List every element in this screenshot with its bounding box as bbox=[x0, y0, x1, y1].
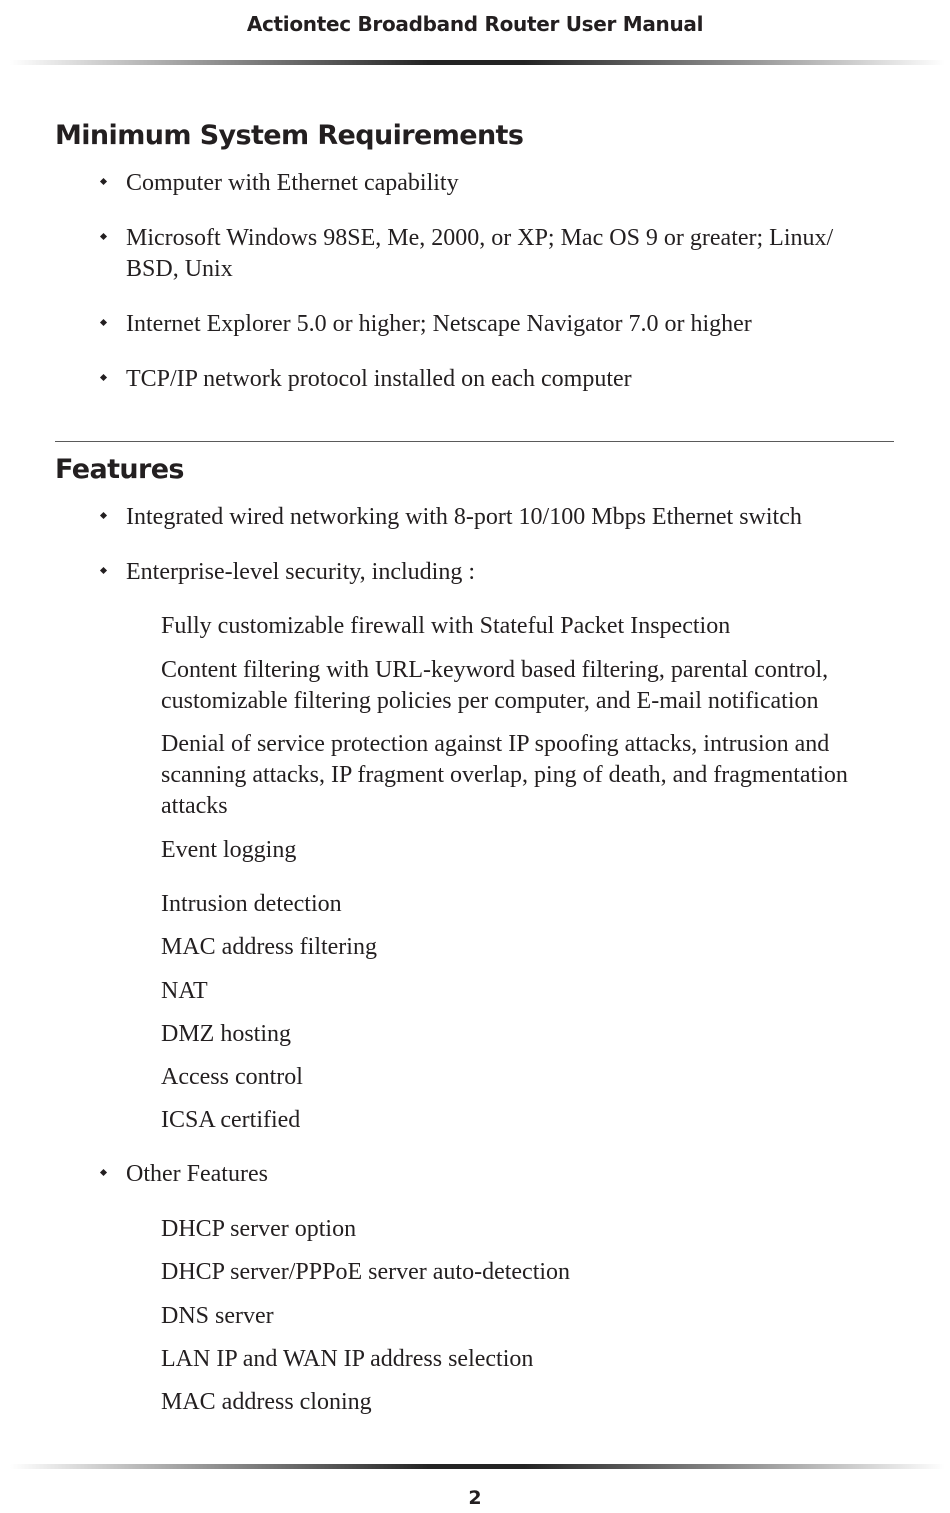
feature-item bbox=[126, 502, 886, 533]
section-divider bbox=[55, 441, 894, 442]
other-feature-subitem: MAC address cloning bbox=[161, 1389, 372, 1415]
security-subitem: ICSA certified bbox=[161, 1107, 301, 1133]
security-subitem: Intrusion detection bbox=[161, 891, 342, 917]
footer-rule bbox=[10, 1464, 945, 1469]
bullet-diamond-icon bbox=[100, 374, 107, 381]
security-subitem: DMZ hosting bbox=[161, 1021, 292, 1047]
security-subitem: Access control bbox=[161, 1064, 303, 1090]
requirement-item bbox=[126, 309, 886, 340]
security-subitem: MAC address filtering bbox=[161, 934, 377, 960]
requirement-item-text: Microsoft Windows 98SE, Me, 2000, or XP; Mac OS 9 or greater; Linux/ BSD, Unix bbox=[126, 225, 834, 282]
other-feature-subitem: DHCP server option bbox=[161, 1216, 357, 1242]
feature-item-text: Other Features bbox=[126, 1161, 268, 1187]
feature-item bbox=[126, 557, 886, 588]
other-feature-subitem: LAN IP and WAN IP address selection bbox=[161, 1346, 534, 1372]
requirements-heading: Minimum System Requirements bbox=[55, 120, 524, 151]
header-rule bbox=[10, 60, 945, 65]
bullet-diamond-icon bbox=[100, 567, 107, 574]
requirement-item bbox=[126, 168, 886, 199]
security-subitem: NAT bbox=[161, 978, 208, 1004]
security-subitem: Fully customizable firewall with Stateful Packet Inspection bbox=[161, 613, 731, 639]
page-number: 2 bbox=[468, 1487, 482, 1509]
bullet-diamond-icon bbox=[100, 233, 107, 240]
other-feature-subitem: DHCP server/PPPoE server auto-detection bbox=[161, 1259, 571, 1285]
bullet-diamond-icon bbox=[100, 1169, 107, 1176]
requirement-item-text: Internet Explorer 5.0 or higher; Netscape Navigator 7.0 or higher bbox=[126, 311, 752, 337]
running-header: Actiontec Broadband Router User Manual bbox=[246, 12, 704, 36]
requirement-item bbox=[126, 364, 886, 395]
bullet-diamond-icon bbox=[100, 178, 107, 185]
security-subitem: Content filtering with URL-keyword based filtering, parental control, customizable filtering policies per computer, and E-mail notification bbox=[161, 657, 829, 714]
feature-item-text: Enterprise-level security, including : bbox=[126, 559, 475, 585]
requirement-item-text: TCP/IP network protocol installed on each computer bbox=[126, 366, 632, 392]
features-heading: Features bbox=[55, 454, 184, 485]
bullet-diamond-icon bbox=[100, 319, 107, 326]
security-subitem: Event logging bbox=[161, 837, 297, 863]
requirement-item-text: Computer with Ethernet capability bbox=[126, 170, 459, 196]
feature-item-text: Integrated wired networking with 8-port 10/100 Mbps Ethernet switch bbox=[126, 504, 802, 530]
security-subitem: Denial of service protection against IP spoofing attacks, intrusion and scanning attacks, IP fragment overlap, ping of death, and fragmentation attacks bbox=[161, 731, 848, 819]
other-feature-subitem: DNS server bbox=[161, 1303, 274, 1329]
feature-item bbox=[126, 1159, 886, 1190]
requirement-item bbox=[126, 223, 886, 285]
bullet-diamond-icon bbox=[100, 512, 107, 519]
